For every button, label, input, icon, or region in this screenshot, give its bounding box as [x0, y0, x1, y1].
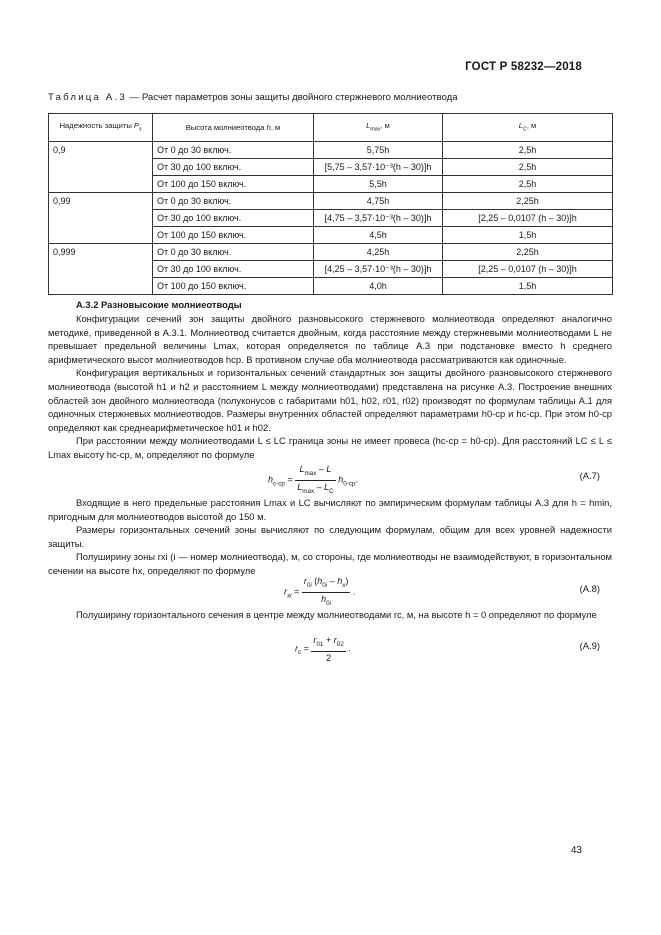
reliability-cell: 0,9 — [49, 142, 153, 193]
header-lmax: $L_{max}$, м — [314, 114, 443, 142]
height-cell: От 30 до 100 включ. — [153, 261, 314, 278]
formula-a9-number: (А.9) — [579, 640, 600, 651]
lmax-cell: [4,25 – 3,57·10⁻³(h – 30)]h — [314, 261, 443, 278]
lc-cell: 2,25h — [443, 244, 613, 261]
formula-a8: $r_{xi}$ = $\frac{r_{0i} (h_{0i} - h_x)}{h_{0i}}$ . — [284, 576, 356, 607]
paragraph-2: Конфигурация вертикальных и горизонтальных сечений стандартных зон защиты двойного разновысокого стержневого молниеотвода (высотой h1 и h2 и расстоянием L между молниеотводами) представлена на рисунке А.3. Построение внешних областей зон двойного молниеотвода (полуконусов с габаритами h01, h02, r01, r02) производят по формулам таблицы А.1 для одиночных стержневых молниеотводов. Размеры внутренних областей определяют параметрами h0-ср и hc-ср. При этом h0-ср определяют как среднеарифметическое h01 и h02. — [48, 367, 612, 433]
table-label: Таблица А.3 — [48, 92, 127, 103]
lc-cell: 1,5h — [443, 278, 613, 295]
lmax-cell: 4,25h — [314, 244, 443, 261]
table-row — [49, 193, 613, 210]
table-caption — [48, 92, 458, 103]
formula-a7: $h_{c-cp}$ = $\frac{L_{max} - L}{L_{max} - L_C}$ $h_{0-cp}$. — [268, 464, 358, 495]
lmax-cell: 4,0h — [314, 278, 443, 295]
paragraph-1: Конфигурации сечений зон защиты двойного разновысокого стержневого молниеотвода определяют аналогично методике, приведенной в А.3.1. Молниеотвод считается двойным, когда расстояние между стержневыми молниеотводами L не превышает предельной величины Lmax, которая определяется по таблице А.3 при подстановке вместо h среднего арифметического высот молниеотводов hср. В противном случае оба молниеотвода рассматриваются как одиночные. — [48, 313, 612, 365]
standard-code: ГОСТ Р 58232—2018 — [465, 61, 582, 73]
height-cell: От 0 до 30 включ. — [153, 193, 314, 210]
header-height: Высота молниеотвода h, м — [153, 114, 314, 142]
paragraphs-block-2 — [48, 496, 612, 578]
paragraph-7: Полуширину горизонтального сечения в центре между молниеотводами rc, м, на высоте h = 0 определяют по формуле — [76, 609, 597, 620]
paragraphs-block-1 — [48, 312, 612, 462]
height-cell: От 100 до 150 включ. — [153, 278, 314, 295]
lmax-cell: 5,75h — [314, 142, 443, 159]
table-row — [49, 244, 613, 261]
lmax-cell: [4,75 – 3,57·10⁻³(h – 30)]h — [314, 210, 443, 227]
lc-cell: [2,25 – 0,0107 (h – 30)]h — [443, 261, 613, 278]
header-reliability: Надежность защиты $P_з$ — [49, 114, 153, 142]
page-number: 43 — [570, 845, 582, 856]
table-header-row — [49, 114, 613, 142]
lc-cell: 2,25h — [443, 193, 613, 210]
lmax-cell: [5,75 – 3,57·10⁻³(h – 30)]h — [314, 159, 443, 176]
table-row — [49, 142, 613, 159]
parameters-table — [48, 113, 613, 295]
height-cell: От 30 до 100 включ. — [153, 210, 314, 227]
lc-cell: 1,5h — [443, 227, 613, 244]
header-lc: $L_C$, м — [443, 114, 613, 142]
lc-cell: 2,5h — [443, 159, 613, 176]
lmax-cell: 4,75h — [314, 193, 443, 210]
formula-a7-number: (А.7) — [579, 470, 600, 481]
lc-cell: [2,25 – 0,0107 (h – 30)]h — [443, 210, 613, 227]
lc-cell: 2,5h — [443, 176, 613, 193]
height-cell: От 100 до 150 включ. — [153, 227, 314, 244]
paragraph-3: При расстоянии между молниеотводами L ≤ LC граница зоны не имеет провеса (hc-ср = h0-ср). Для расстояний LC ≤ L ≤ Lmax высоту hc-ср, м, определяют по формуле — [48, 435, 612, 460]
section-title: А.3.2 Разновысокие молниеотводы — [76, 299, 242, 310]
paragraph-6: Полуширину зоны rxi (i — номер молниеотвода), м, со стороны, где молниеотводы не взаимодействуют, в горизонтальном сечении на высоте hx, определяют по формуле — [48, 551, 612, 576]
formula-a9: $r_c$ = $\frac{r_{01} + r_{02}}{2}$ . — [295, 635, 351, 663]
table-caption-text: — Расчет параметров зоны защиты двойного стержневого молниеотвода — [126, 92, 458, 103]
height-cell: От 0 до 30 включ. — [153, 142, 314, 159]
reliability-cell: 0,999 — [49, 244, 153, 295]
lmax-cell: 5,5h — [314, 176, 443, 193]
height-cell: От 0 до 30 включ. — [153, 244, 314, 261]
paragraph-5: Размеры горизонтальных сечений зоны вычисляют по следующим формулам, общим для всех уровней надежности защиты. — [48, 524, 612, 549]
lc-cell: 2,5h — [443, 142, 613, 159]
height-cell: От 30 до 100 включ. — [153, 159, 314, 176]
lmax-cell: 4,5h — [314, 227, 443, 244]
height-cell: От 100 до 150 включ. — [153, 176, 314, 193]
reliability-cell: 0,99 — [49, 193, 153, 244]
paragraph-4: Входящие в него предельные расстояния Lmax и LC вычисляют по эмпирическим формулам таблицы А.3 для h = hmin, пригодным для молниеотводов высотой до 150 м. — [48, 497, 612, 522]
paragraphs-block-3 — [48, 608, 612, 622]
formula-a8-number: (А.8) — [579, 583, 600, 594]
